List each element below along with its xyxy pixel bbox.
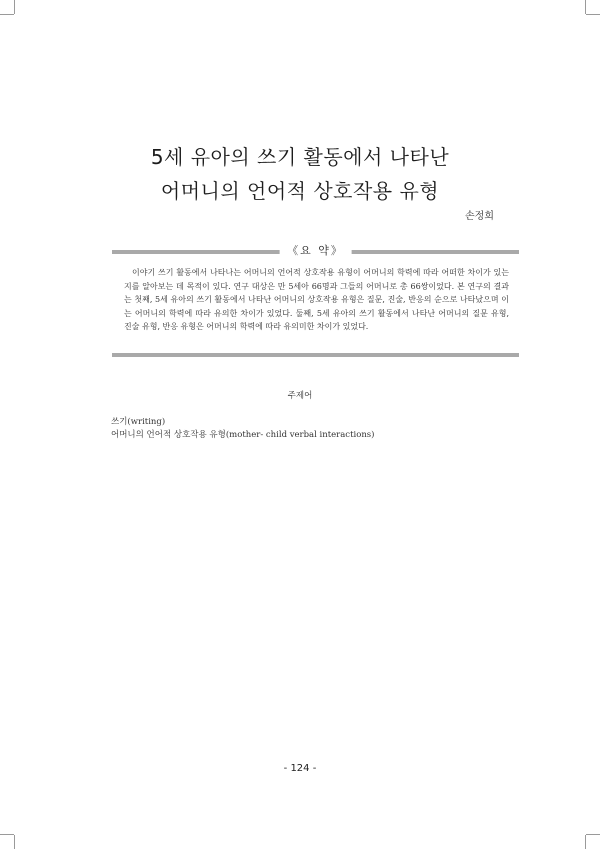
crop-mark <box>586 14 600 15</box>
crop-mark <box>14 835 15 849</box>
crop-mark <box>0 834 14 835</box>
title-line-1: 5세 유아의 쓰기 활동에서 나타난 <box>150 145 450 169</box>
abstract-bottom-rule <box>112 353 519 357</box>
abstract-text: 이야기 쓰기 활동에서 나타나는 어머니의 언어적 상호작용 유형이 어머니의 학력에 따라 어떠한 차이가 있는지를 알아보는 데 목적이 있다. 연구 대상은 만 5세아 66명과 그들의 어머니로 총 66쌍이었다. 본 연구의 결과는 첫째, 5세 유아의 쓰기 활동에서 나타난 어머니의 상호작용 유형은 질문, 진술, 반응의 순으로 나타났으며 이는 어머니의 학력에 따라 유의한 차이가 있었다. 둘째, 5세 유아의 쓰기 활동에서 나타난 어머니의 질문 유형, 진술 유형, 반응 유형은 어머니의 학력에 따라 유의미한 차이가 있었다. <box>124 268 509 331</box>
crop-mark <box>585 835 586 849</box>
abstract-section <box>112 244 519 357</box>
author-name: 손정희 <box>465 211 494 222</box>
paper-title <box>0 140 600 208</box>
keyword-item: 쓰기(writing) <box>111 417 166 427</box>
crop-mark <box>0 14 14 15</box>
keyword-item: 어머니의 언어적 상호작용 유형(mother- child verbal interactions) <box>111 430 375 440</box>
keywords-list <box>111 416 374 442</box>
keywords-heading: 주제어 <box>287 391 313 401</box>
crop-mark <box>585 0 586 14</box>
crop-mark <box>586 834 600 835</box>
page-number: - 124 - <box>283 763 317 774</box>
crop-mark <box>14 0 15 14</box>
abstract-heading: 《요 약》 <box>279 243 352 259</box>
title-line-2: 어머니의 언어적 상호작용 유형 <box>160 179 440 203</box>
